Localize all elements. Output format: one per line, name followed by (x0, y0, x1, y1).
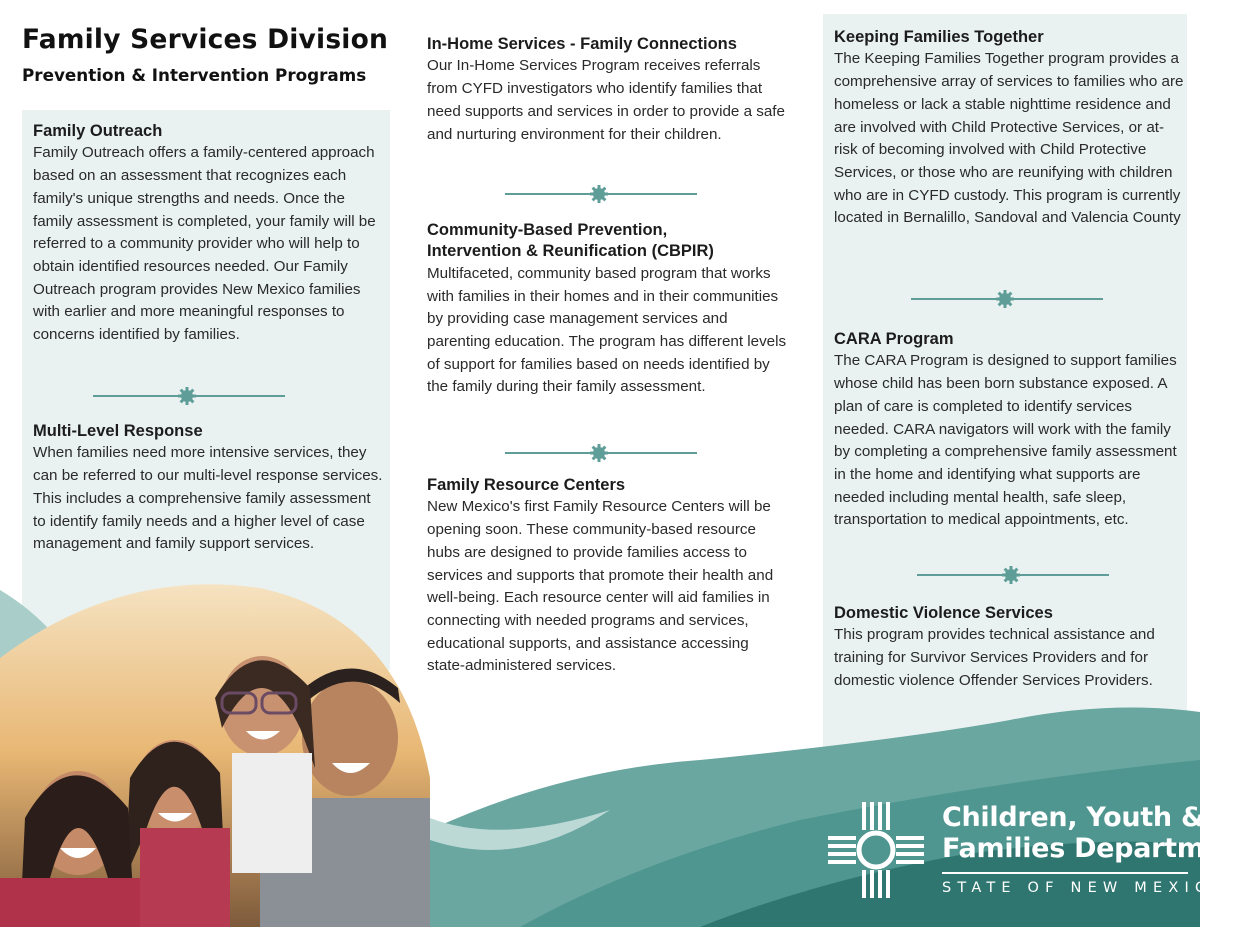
section-in-home-services (427, 34, 787, 146)
section-divider (911, 289, 1103, 309)
section-title: Multi-Level Response (33, 422, 203, 440)
flower-divider-icon (93, 386, 285, 406)
section-title: Family Outreach (33, 122, 163, 140)
logo-line-1: Children, Youth & (942, 802, 1205, 833)
section-divider (505, 443, 697, 463)
section-body: Our In-Home Services Program receives referrals from CYFD investigators who identify families that need supports and services in order to provide a safe and nurturing environment for their children. (427, 57, 785, 143)
section-title: CARA Program (834, 330, 954, 348)
section-title: Keeping Families Together (834, 28, 1044, 46)
section-body: The Keeping Families Together program provides a comprehensive array of services to families who are homeless or lack a stable nighttime residence and are involved with Child Protective Services, or at-risk of becoming involved with Child Protective Services, or those who are reunifying with children who are in CYFD custody. This program is currently located in Bernalillo, Sandoval and Valencia County (834, 50, 1184, 227)
section-domestic-violence (834, 603, 1186, 693)
section-body: Family Outreach offers a family-centered approach based on an assessment that recognizes each family's unique strengths and needs. Once the family assessment is completed, your family will be referred to a community provider who will help to obtain identified resources needed. Our Family Outreach program provides New Mexico families with earlier and more meaningful responses to concerns identified by families. (33, 144, 376, 344)
section-body: This program provides technical assistance and training for Survivor Services Providers and for domestic violence Offender Services Providers. (834, 626, 1155, 689)
section-title: Family Resource Centers (427, 476, 626, 494)
section-body: When families need more intensive services, they can be referred to our multi-level response services. This includes a comprehensive family assessment to identify family needs and a higher level of case management and family support services. (33, 444, 383, 553)
page-subtitle: Prevention & Intervention Programs (22, 65, 367, 85)
page-title: Family Services Division (22, 24, 389, 55)
logo-line-3: STATE OF NEW MEXICO (942, 880, 1229, 896)
cyfd-logo (826, 796, 1254, 906)
flower-divider-icon (917, 565, 1109, 585)
section-title: Domestic Violence Services (834, 604, 1053, 622)
flower-divider-icon (505, 443, 697, 463)
section-multi-level-response (33, 421, 383, 556)
section-cara-program (834, 329, 1186, 532)
zia-sun-icon (826, 800, 926, 900)
section-family-resource-centers (427, 475, 787, 678)
section-divider (917, 565, 1109, 585)
section-keeping-families-together (834, 27, 1186, 230)
logo-line-2: Families Department (942, 833, 1254, 864)
section-cbpir (427, 220, 787, 399)
logo-divider (942, 872, 1188, 874)
section-title: In-Home Services - Family Connections (427, 35, 737, 53)
flower-divider-icon (505, 184, 697, 204)
family-photo (0, 578, 440, 927)
section-title: Community-Based Prevention, Intervention & Reunification (CBPIR) (427, 221, 714, 261)
section-body: The CARA Program is designed to support families whose child has been born substance exposed. A plan of care is completed to identify services needed. CARA navigators will work with the family by completing a comprehensive family assessment in the home and identifying what supports are needed including mental health, safe sleep, transportation to medical appointments, etc. (834, 352, 1177, 529)
section-divider (93, 386, 285, 406)
section-family-outreach (33, 121, 383, 347)
section-divider (505, 184, 697, 204)
flower-divider-icon (911, 289, 1103, 309)
section-body: New Mexico's first Family Resource Centers will be opening soon. These community-based resource hubs are designed to provide families access to services and supports that promote their health and well-being. Each resource center will aid families in connecting with needed programs and services, educational supports, and assistance accessing state-administered services. (427, 498, 774, 675)
section-body: Multifaceted, community based program that works with families in their homes and in their communities by providing case management services and parenting education. The program has different levels of support for families based on needs identified by the family during their family assessment. (427, 264, 787, 396)
